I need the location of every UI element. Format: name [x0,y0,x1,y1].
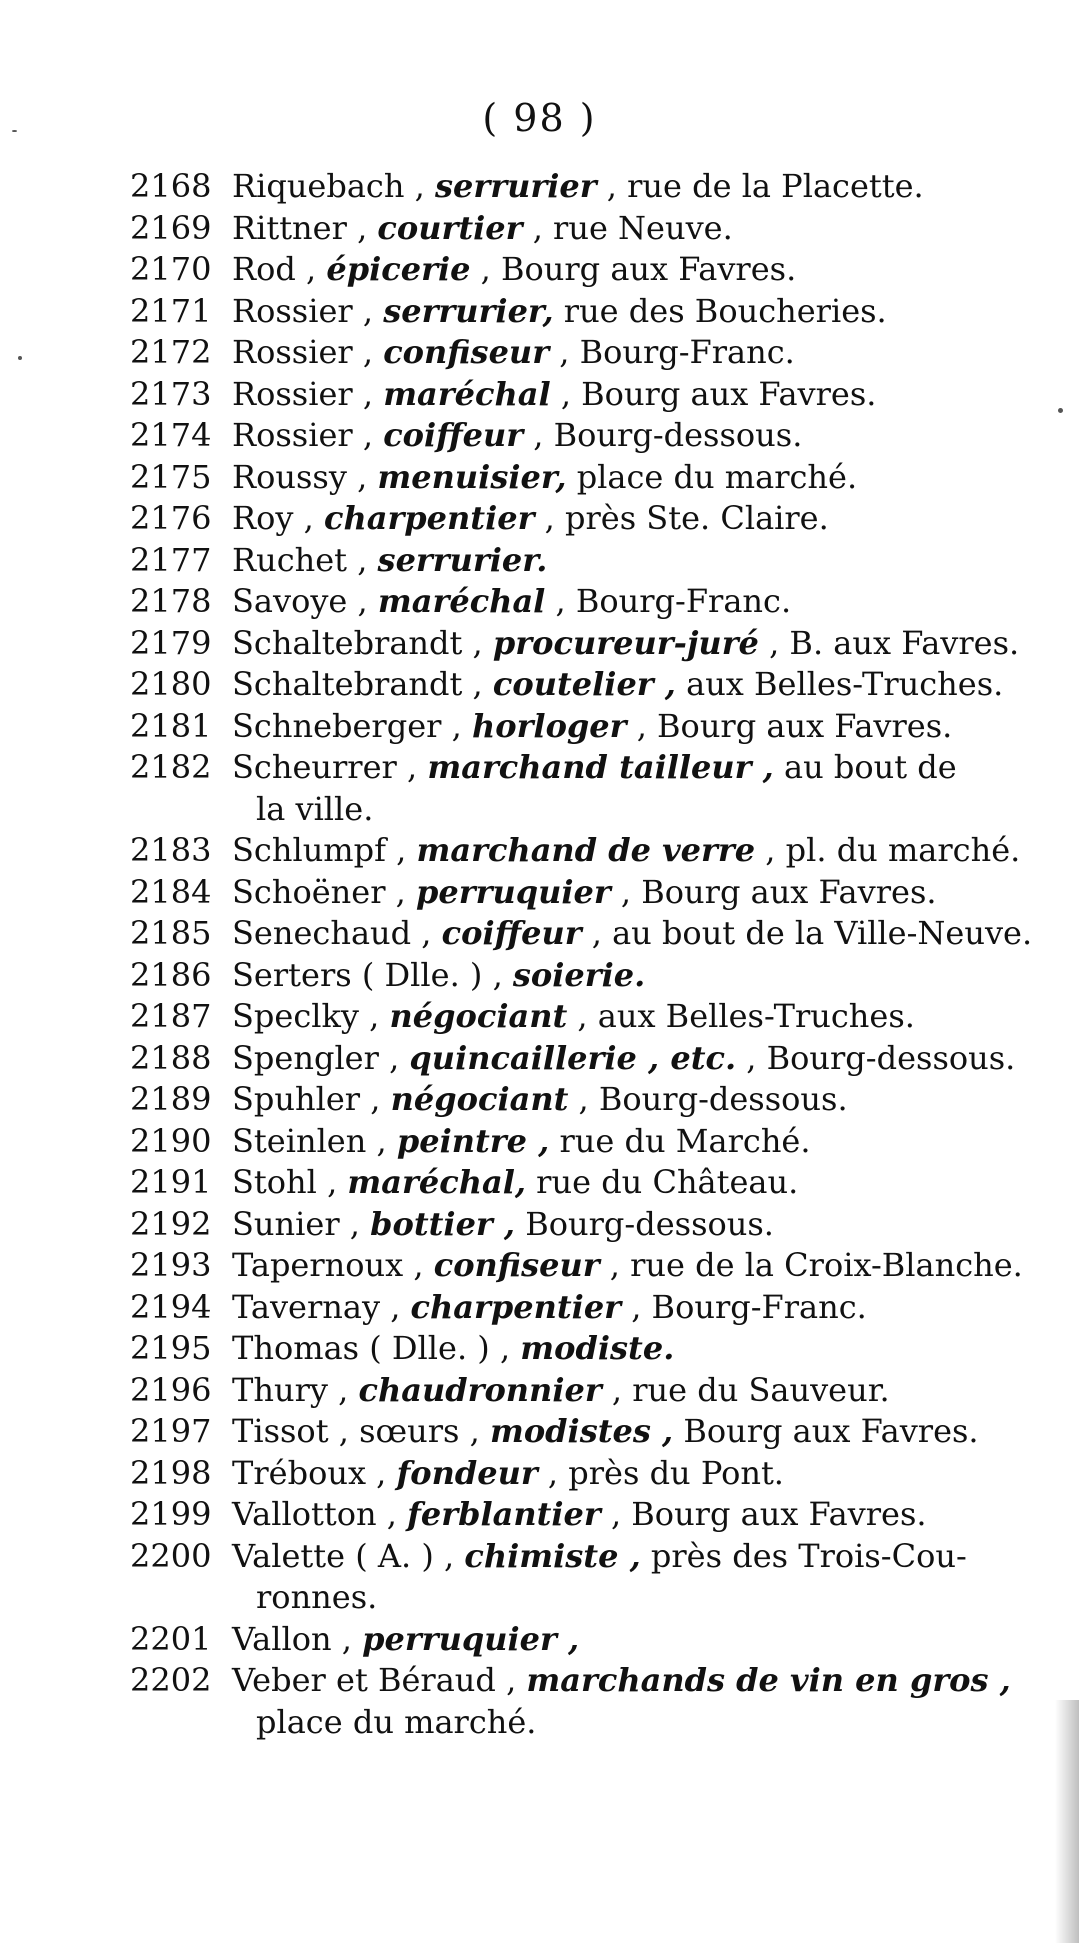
directory-entry [130,166,1050,208]
directory-entry [130,249,1050,291]
entry-name: Schaltebrandt , [232,623,483,662]
entry-name: Ruchet , [232,540,368,579]
entry-text [232,1204,1050,1246]
entry-trade: serrurier, [383,291,554,330]
directory-entry [130,374,1050,416]
entry-name: Rittner , [232,208,368,247]
entry-number: 2190 [130,1121,212,1160]
directory-entry [130,1453,1050,1495]
entry-name: Schaltebrandt , [232,665,483,703]
entry-number: 2178 [130,582,212,620]
entry-name: Spengler , [232,1038,400,1077]
entry-name: Spuhler , [232,1080,381,1118]
entry-name: Veber et Béraud , [232,1661,517,1699]
entry-name: Rossier , [232,416,374,454]
entry-number: 2193 [130,1246,212,1284]
entry-text [232,1370,1050,1412]
entry-text [232,208,1050,250]
entry-address: , près Ste. Claire. [544,499,829,537]
entry-name: Vallotton , [232,1495,397,1533]
entry-text [232,1079,1050,1121]
entry-trade: épicerie [326,250,471,288]
entry-number: 2187 [130,997,212,1035]
directory-entry [130,623,1050,665]
entry-address: aux Belles-Truches. [686,665,1004,703]
entry-name: Riquebach , [232,167,425,205]
entry-name: Serters ( Dlle. ) , [232,955,503,994]
entry-number: 2180 [130,665,212,703]
entry-name: Vallon , [232,1619,352,1658]
directory-entry [130,1079,1050,1121]
entry-address: rue des Boucheries. [563,291,887,330]
entry-trade: maréchal, [347,1163,526,1201]
entry-address: , Bourg aux Favres. [620,872,937,911]
entry-name: Scheurrer , [232,748,418,786]
entry-trade: fondeur [396,1453,538,1492]
entry-number: 2177 [130,540,212,579]
entry-text [232,1121,1050,1163]
entry-number: 2199 [130,1495,212,1533]
entry-name: Schlumpf , [232,831,407,869]
entry-number: 2189 [130,1080,212,1118]
entry-trade: courtier [377,208,523,247]
entry-name: Speclky , [232,997,380,1035]
directory-entry [130,872,1050,914]
directory-entry [130,581,1050,623]
entry-continuation: place du marché. [256,1702,537,1741]
directory-entry [130,1245,1050,1287]
directory-entry [130,913,1050,955]
entry-text [232,996,1050,1038]
entry-address: , Bourg aux Favres. [636,706,953,745]
entry-text [232,623,1050,665]
entry-number: 2184 [130,872,212,911]
entry-text [232,1162,1050,1204]
entry-address: au bout de [783,748,957,786]
entry-address: , Bourg-Franc. [555,582,792,620]
entry-address: Bourg-dessous. [525,1204,774,1243]
entry-text [232,1287,1050,1329]
entry-text [232,664,1050,706]
entry-text [232,332,1050,374]
entry-address: , rue du Sauveur. [611,1370,890,1409]
entry-text [232,498,1050,540]
directory-entry [130,664,1050,706]
directory-entry [130,1536,1050,1619]
entry-text [232,415,1050,457]
entry-name: Schneberger , [232,706,462,745]
entry-trade: soierie. [512,955,646,994]
entry-address: , Bourg-dessous. [578,1080,848,1118]
entry-number: 2202 [130,1661,212,1699]
entry-text [232,1411,1050,1453]
entry-name: Tapernoux , [232,1246,424,1284]
entry-name: Tavernay , [232,1287,401,1326]
directory-entry [130,1287,1050,1329]
entry-address: , Bourg aux Favres. [610,1495,927,1533]
entry-number: 2174 [130,416,212,454]
entry-trade: maréchal [377,582,546,620]
entry-number: 2179 [130,623,212,662]
entry-trade: serrurier. [377,540,548,579]
entry-name: Senechaud , [232,914,432,952]
entry-number: 2181 [130,706,212,745]
entry-name: Thury , [232,1370,349,1409]
entry-number: 2192 [130,1204,212,1243]
entry-number: 2185 [130,914,212,952]
entry-number: 2194 [130,1287,212,1326]
ink-speck [12,130,17,132]
directory-entry [130,540,1050,582]
entry-number: 2196 [130,1370,212,1409]
entry-number: 2172 [130,333,212,371]
entry-number: 2183 [130,831,212,869]
directory-entry [130,1038,1050,1080]
directory-entry [130,1411,1050,1453]
entry-name: Valette ( A. ) , [232,1536,455,1575]
entry-trade: menuisier, [377,457,567,496]
entry-text [232,540,1050,582]
entry-address: rue du Marché. [559,1121,811,1160]
entry-number: 2176 [130,499,212,537]
entry-trade: marchand de verre [416,831,756,869]
entry-trade: horloger [471,706,627,745]
directory-entry [130,830,1050,872]
entry-number: 2198 [130,1453,212,1492]
directory-entry [130,955,1050,997]
entry-text [232,706,1050,748]
entry-address: Bourg aux Favres. [683,1412,979,1450]
entry-name: Roussy , [232,457,368,496]
entry-trade: quincaillerie , etc. [409,1038,737,1077]
entry-number: 2200 [130,1536,212,1575]
entry-number: 2186 [130,955,212,994]
entry-trade: coutelier , [492,665,676,703]
entry-trade: charpentier [323,499,535,537]
entry-trade: marchands de vin en gros , [526,1661,1011,1699]
entry-name: Tissot , sœurs , [232,1412,480,1450]
entry-address: rue du Château. [536,1163,799,1201]
entry-name: Schoëner , [232,872,406,911]
entry-trade: ferblantier [407,1495,601,1533]
entry-trade: bottier , [370,1204,516,1243]
entry-address: , Bourg-Franc. [559,333,795,371]
entry-name: Stohl , [232,1163,338,1201]
directory-entry [130,1619,1050,1661]
entry-trade: confiseur [383,333,550,371]
entry-text [232,1453,1050,1495]
directory-entry [130,498,1050,540]
entry-text [232,249,1050,291]
entry-number: 2173 [130,374,212,413]
entry-number: 2201 [130,1619,212,1658]
entry-address: , Bourg-dessous. [533,416,803,454]
entry-address: , pl. du marché. [765,831,1021,869]
entry-name: Steinlen , [232,1121,387,1160]
directory-list [130,166,1050,1743]
entry-text [232,872,1050,914]
entry-name: Rossier , [232,291,374,330]
ink-speck [1058,408,1063,413]
entry-address: , rue de la Placette. [606,167,924,205]
entry-trade: négociant [390,1080,569,1118]
entry-trade: modiste. [520,1329,675,1367]
directory-entry [130,457,1050,499]
entry-address: , Bourg-dessous. [746,1038,1016,1077]
entry-number: 2175 [130,457,212,496]
entry-address: , aux Belles-Truches. [577,997,915,1035]
entry-trade: négociant [389,997,568,1035]
entry-text [232,830,1050,872]
entry-text [232,374,1050,416]
entry-name: Savoye , [232,582,368,620]
entry-address: , Bourg aux Favres. [480,250,797,288]
directory-entry [130,208,1050,250]
entry-trade: confiseur [433,1246,600,1284]
entry-name: Rossier , [232,333,374,371]
entry-number: 2191 [130,1163,212,1201]
entry-number: 2195 [130,1329,212,1367]
directory-entry [130,1494,1050,1536]
entry-number: 2197 [130,1412,212,1450]
entry-address: , près du Pont. [547,1453,784,1492]
entry-text [232,1245,1050,1287]
entry-number: 2171 [130,291,212,330]
entry-trade: perruquier , [362,1619,580,1658]
directory-entry [130,706,1050,748]
directory-entry [130,1121,1050,1163]
directory-entry [130,1328,1050,1370]
ink-speck [18,356,22,360]
entry-name: Rossier , [232,374,374,413]
directory-entry [130,332,1050,374]
entry-text [232,1619,1050,1661]
entry-number: 2168 [130,167,212,205]
directory-entry [130,747,1050,830]
entry-address: près des Trois-Cou- [650,1536,967,1575]
entry-trade: procureur-juré [492,623,759,662]
entry-text [232,166,1050,208]
entry-trade: modistes , [489,1412,674,1450]
entry-address: , B. aux Favres. [769,623,1020,662]
entry-trade: maréchal [383,374,551,413]
directory-entry [130,1370,1050,1412]
entry-address: , Bourg-Franc. [631,1287,867,1326]
entry-name: Thomas ( Dlle. ) , [232,1329,511,1367]
directory-entry [130,1204,1050,1246]
entry-continuation: ronnes. [256,1578,378,1616]
entry-trade: chaudronnier [358,1370,602,1409]
entry-text [232,1660,1050,1743]
directory-entry [130,1162,1050,1204]
directory-entry [130,996,1050,1038]
directory-entry [130,415,1050,457]
entry-trade: coiffeur [383,416,524,454]
directory-entry [130,1660,1050,1743]
entry-trade: perruquier [416,872,611,911]
entry-number: 2182 [130,748,212,786]
directory-entry [130,291,1050,333]
entry-number: 2169 [130,208,212,247]
entry-trade: peintre , [396,1121,550,1160]
entry-trade: serrurier [434,167,597,205]
entry-address: , au bout de la Ville-Neuve. [591,914,1033,952]
entry-text [232,581,1050,623]
entry-text [232,955,1050,997]
page-number: ( 98 ) [482,96,597,140]
entry-text [232,457,1050,499]
entry-number: 2188 [130,1038,212,1077]
entry-text [232,1536,1050,1619]
entry-trade: charpentier [410,1287,622,1326]
entry-address: , rue de la Croix-Blanche. [609,1246,1023,1284]
entry-trade: coiffeur [441,914,582,952]
entry-text [232,291,1050,333]
entry-number: 2170 [130,250,212,288]
entry-text [232,747,1050,830]
entry-address: , Bourg aux Favres. [560,374,877,413]
entry-text [232,1328,1050,1370]
entry-address: , rue Neuve. [532,208,733,247]
entry-name: Tréboux , [232,1453,387,1492]
entry-address: place du marché. [576,457,858,496]
entry-continuation: la ville. [256,789,374,828]
entry-trade: marchand tailleur , [427,748,774,786]
scan-shadow [1055,1700,1079,1943]
entry-name: Roy , [232,499,314,537]
entry-name: Sunier , [232,1204,360,1243]
entry-trade: chimiste , [464,1536,641,1575]
entry-text [232,1038,1050,1080]
entry-text [232,1494,1050,1536]
entry-name: Rod , [232,250,317,288]
entry-text [232,913,1050,955]
